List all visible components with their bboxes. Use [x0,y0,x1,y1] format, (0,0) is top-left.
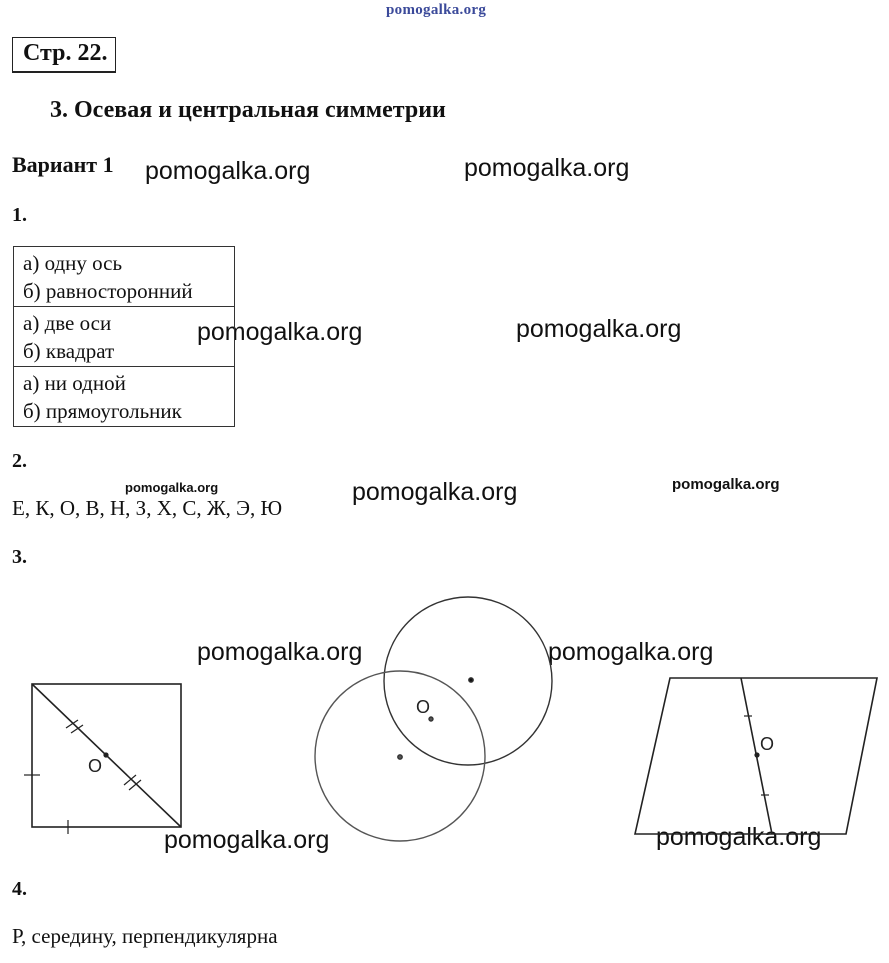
watermark: pomogalka.org [197,638,363,666]
watermark: pomogalka.org [516,315,682,343]
answer-a: а) одну ось [23,251,123,275]
watermark: pomogalka.org [125,480,219,495]
watermark: pomogalka.org [197,318,363,346]
watermark: pomogalka.org [548,638,714,666]
section-title: 3. Осевая и центральная симметрии [50,97,446,123]
variant-heading: Вариант 1 [12,152,114,177]
symmetry-center-point [429,717,433,721]
answer-a: а) две оси [23,311,112,335]
answer-b: б) равносторонний [23,279,193,303]
circle-center-point [398,755,402,759]
center-label: O [760,734,775,754]
tick-mark [129,780,141,790]
parallelogram-figure [635,678,877,834]
watermark: pomogalka.org [164,826,330,854]
task4-answer: Р, середину, перпендикулярна [12,924,278,948]
task-number: 4. [12,878,27,900]
watermark: pomogalka.org [145,157,311,185]
watermark: pomogalka.org [464,154,630,182]
center-point [755,753,759,757]
watermark: pomogalka.org [672,476,780,493]
circle-outline [384,597,552,765]
answer-b: б) прямоугольник [23,399,182,423]
square-figure [24,684,181,834]
watermark: pomogalka.org [352,478,518,506]
center-point [104,753,108,757]
center-label: O [88,756,103,776]
circle-center-point [469,678,473,682]
tick-mark [124,775,136,785]
circles-figure [315,597,552,841]
watermark: pomogalka.org [656,823,822,851]
answer-b: б) квадрат [23,339,115,363]
task-number: 2. [12,450,27,472]
top-watermark: pomogalka.org [386,2,487,18]
symmetric-letters: Е, К, О, В, Н, З, Х, С, Ж, Э, Ю [12,496,283,520]
center-label: O [416,697,431,717]
answer-a: а) ни одной [23,371,126,395]
task-number: 1. [12,204,27,226]
task-number: 3. [12,546,27,568]
page-label: Стр. 22. [12,37,116,73]
